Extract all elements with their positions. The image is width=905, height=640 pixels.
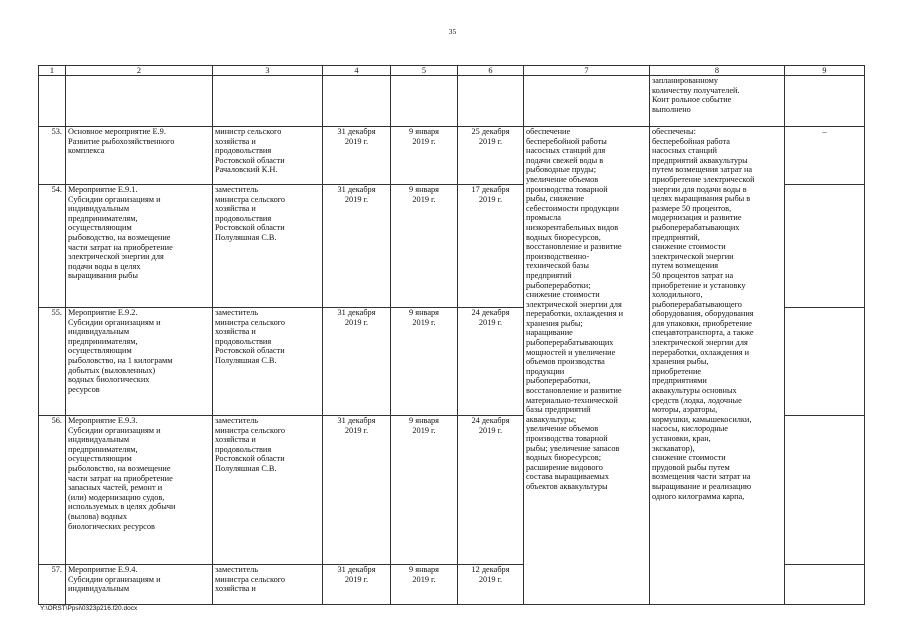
executor: заместитель министра сельского хозяйства и bbox=[215, 565, 286, 594]
row-number: 55. bbox=[39, 308, 66, 416]
date-cell bbox=[391, 127, 458, 185]
header-cell: 6 bbox=[458, 66, 524, 76]
table-cell bbox=[524, 76, 650, 127]
carryover-text: запланированному количеству получателей. Конт рольное событие выполнено bbox=[652, 76, 740, 114]
executor: заместитель министра сельского хозяйства и продовольствия Ростовской области Полуляшная С.В. bbox=[215, 416, 286, 473]
header-cell: 5 bbox=[391, 66, 458, 76]
end-date-cell bbox=[458, 565, 524, 605]
header-cell: 3 bbox=[213, 66, 323, 76]
activity-name-cell bbox=[66, 416, 213, 565]
actual-result-cell bbox=[650, 127, 785, 605]
activity-name: Основное мероприятие Е.9. Развитие рыбохозяйственного комплекса bbox=[68, 127, 175, 156]
date: 9 января 2019 г. bbox=[409, 308, 439, 327]
row-number: 54. bbox=[39, 185, 66, 308]
page-number: 35 bbox=[448, 27, 457, 36]
row-number: 57. bbox=[39, 565, 66, 605]
activity-name: Мероприятие Е.9.2. Субсидии организациям и индивидуальным предпринимателям, осуществляющим рыболовство, на 1 килограмм добытых (выловленных) водных биологических ресурсов bbox=[68, 308, 173, 394]
executor-cell bbox=[213, 416, 323, 565]
notes-cell: – bbox=[785, 127, 865, 185]
start-date: 31 декабря 2019 г. bbox=[337, 416, 376, 435]
table-cell bbox=[323, 76, 391, 127]
start-date: 31 декабря 2019 г. bbox=[337, 127, 376, 146]
row-number: 53. bbox=[39, 127, 66, 185]
date-cell bbox=[391, 416, 458, 565]
date: 9 января 2019 г. bbox=[409, 127, 439, 146]
end-date: 24 декабря 2019 г. bbox=[471, 416, 510, 435]
header-cell: 2 bbox=[66, 66, 213, 76]
activity-name: Мероприятие Е.9.3. Субсидии организациям и индивидуальным предпринимателям, осуществляющим рыболовство, на возмещение части затрат на приобретение запасных частей, ремонт и (или) модернизацию судов, используемых в целях добычи (вылова) водных биологических ресурсов bbox=[68, 416, 176, 531]
executor-cell bbox=[213, 565, 323, 605]
end-date: 17 декабря 2019 г. bbox=[471, 185, 510, 204]
plan-table bbox=[38, 65, 865, 605]
activity-name: Мероприятие Е.9.1. Субсидии организациям и индивидуальным предпринимателям, осуществляющим рыбоводство, на возмещение части затрат на приобретение электрической энергии для подачи воды в целях выращивания рыбы bbox=[68, 185, 173, 281]
activity-name-cell bbox=[66, 185, 213, 308]
start-date-cell bbox=[323, 308, 391, 416]
date-cell bbox=[391, 308, 458, 416]
table-cell bbox=[39, 76, 66, 127]
table-cell bbox=[391, 76, 458, 127]
date: 9 января 2019 г. bbox=[409, 185, 439, 204]
activity-name-cell bbox=[66, 127, 213, 185]
table-cell bbox=[213, 76, 323, 127]
executor: министр сельского хозяйства и продовольствия Ростовской области Рачаловский К.Н. bbox=[215, 127, 285, 175]
end-date-cell bbox=[458, 308, 524, 416]
header-cell: 9 bbox=[785, 66, 865, 76]
date: 9 января 2019 г. bbox=[409, 416, 439, 435]
start-date-cell bbox=[323, 185, 391, 308]
end-date-cell bbox=[458, 127, 524, 185]
date-cell bbox=[391, 185, 458, 308]
start-date-cell bbox=[323, 565, 391, 605]
end-date-cell bbox=[458, 416, 524, 565]
table-cell bbox=[66, 76, 213, 127]
end-date: 25 декабря 2019 г. bbox=[471, 127, 510, 146]
end-date: 12 декабря 2019 г. bbox=[471, 565, 510, 584]
actual-result-text: обеспечены: бесперебойная работа насосных станций предприятий аквакультуры путем возмещения затрат на приобретение электрической энергии для подачи воды в целях выращивания рыбы в размере 50 процентов, модернизация и развитие рыбоперерабатывающих предприятий, снижение стоимости электрической энергии путем возмещения 50 процентов затрат на приобретение и установку холодильного, рыбоперерабатывающего оборудования, оборудования для упаковки, приобретение спецавтотранспорта, а также электрической энергии для переработки, охлаждения и хранения рыбы, приобретение предприятиями аквакультуры основных средств (лодка, лодочные моторы, аэраторы, кормушки, камышекосилки, насосы, кислородные установки, кран, экскаватор), снижение стоимости прудовой рыбы путем возмещения части затрат на выращивание и реализацию одного килограмма карпа, bbox=[652, 127, 755, 501]
header-cell: 7 bbox=[524, 66, 650, 76]
executor-cell bbox=[213, 308, 323, 416]
notes-cell bbox=[785, 185, 865, 308]
notes-cell bbox=[785, 416, 865, 565]
activity-name-cell bbox=[66, 308, 213, 416]
header-cell: 1 bbox=[39, 66, 66, 76]
activity-name: Мероприятие Е.9.4. Субсидии организациям и индивидуальным bbox=[68, 565, 161, 594]
table-cell bbox=[785, 76, 865, 127]
expected-result-cell bbox=[524, 127, 650, 605]
activity-name-cell bbox=[66, 565, 213, 605]
expected-result-text: обеспечение бесперебойной работы насосных станций для подачи свежей воды в рыбоводные пруды; увеличение объемов производства товарной рыбы, снижение себестоимости продукции промысла низкорентабельных видов водных биоресурсов, восстановление и развитие производственно- технической базы предприятий рыбопереработки; снижение стоимости электрической энергии для переработки, охлаждения и хранения рыбы; наращивание рыбоперерабатывающих мощностей и увеличение объемов производства продукции рыбопереработки, восстановление и развитие материально-технической базы предприятий аквакультуры; увеличение объемов производства товарной рыбы; увеличение запасов водных биоресурсов; расширение видового состава выращиваемых объектов аквакультуры bbox=[526, 127, 624, 491]
start-date-cell bbox=[323, 127, 391, 185]
row-number: 56. bbox=[39, 416, 66, 565]
start-date: 31 декабря 2019 г. bbox=[337, 308, 376, 327]
header-row bbox=[39, 66, 865, 76]
executor-cell bbox=[213, 127, 323, 185]
notes-cell bbox=[785, 565, 865, 605]
executor: заместитель министра сельского хозяйства и продовольствия Ростовской области Полуляшная С.В. bbox=[215, 308, 286, 365]
notes-cell bbox=[785, 308, 865, 416]
date: 9 января 2019 г. bbox=[409, 565, 439, 584]
header-cell: 4 bbox=[323, 66, 391, 76]
date-cell bbox=[391, 565, 458, 605]
start-date-cell bbox=[323, 416, 391, 565]
table-cell bbox=[458, 76, 524, 127]
table-row bbox=[39, 76, 865, 127]
table-cell bbox=[650, 76, 785, 127]
table-row bbox=[39, 127, 865, 185]
end-date: 24 декабря 2019 г. bbox=[471, 308, 510, 327]
start-date: 31 декабря 2019 г. bbox=[337, 185, 376, 204]
header-cell: 8 bbox=[650, 66, 785, 76]
executor: заместитель министра сельского хозяйства и продовольствия Ростовской области Полуляшная С.В. bbox=[215, 185, 286, 242]
end-date-cell bbox=[458, 185, 524, 308]
footer-filename: Y:\ORST\Ppsi\0323p216.f20.docx bbox=[40, 605, 138, 612]
start-date: 31 декабря 2019 г. bbox=[337, 565, 376, 584]
executor-cell bbox=[213, 185, 323, 308]
